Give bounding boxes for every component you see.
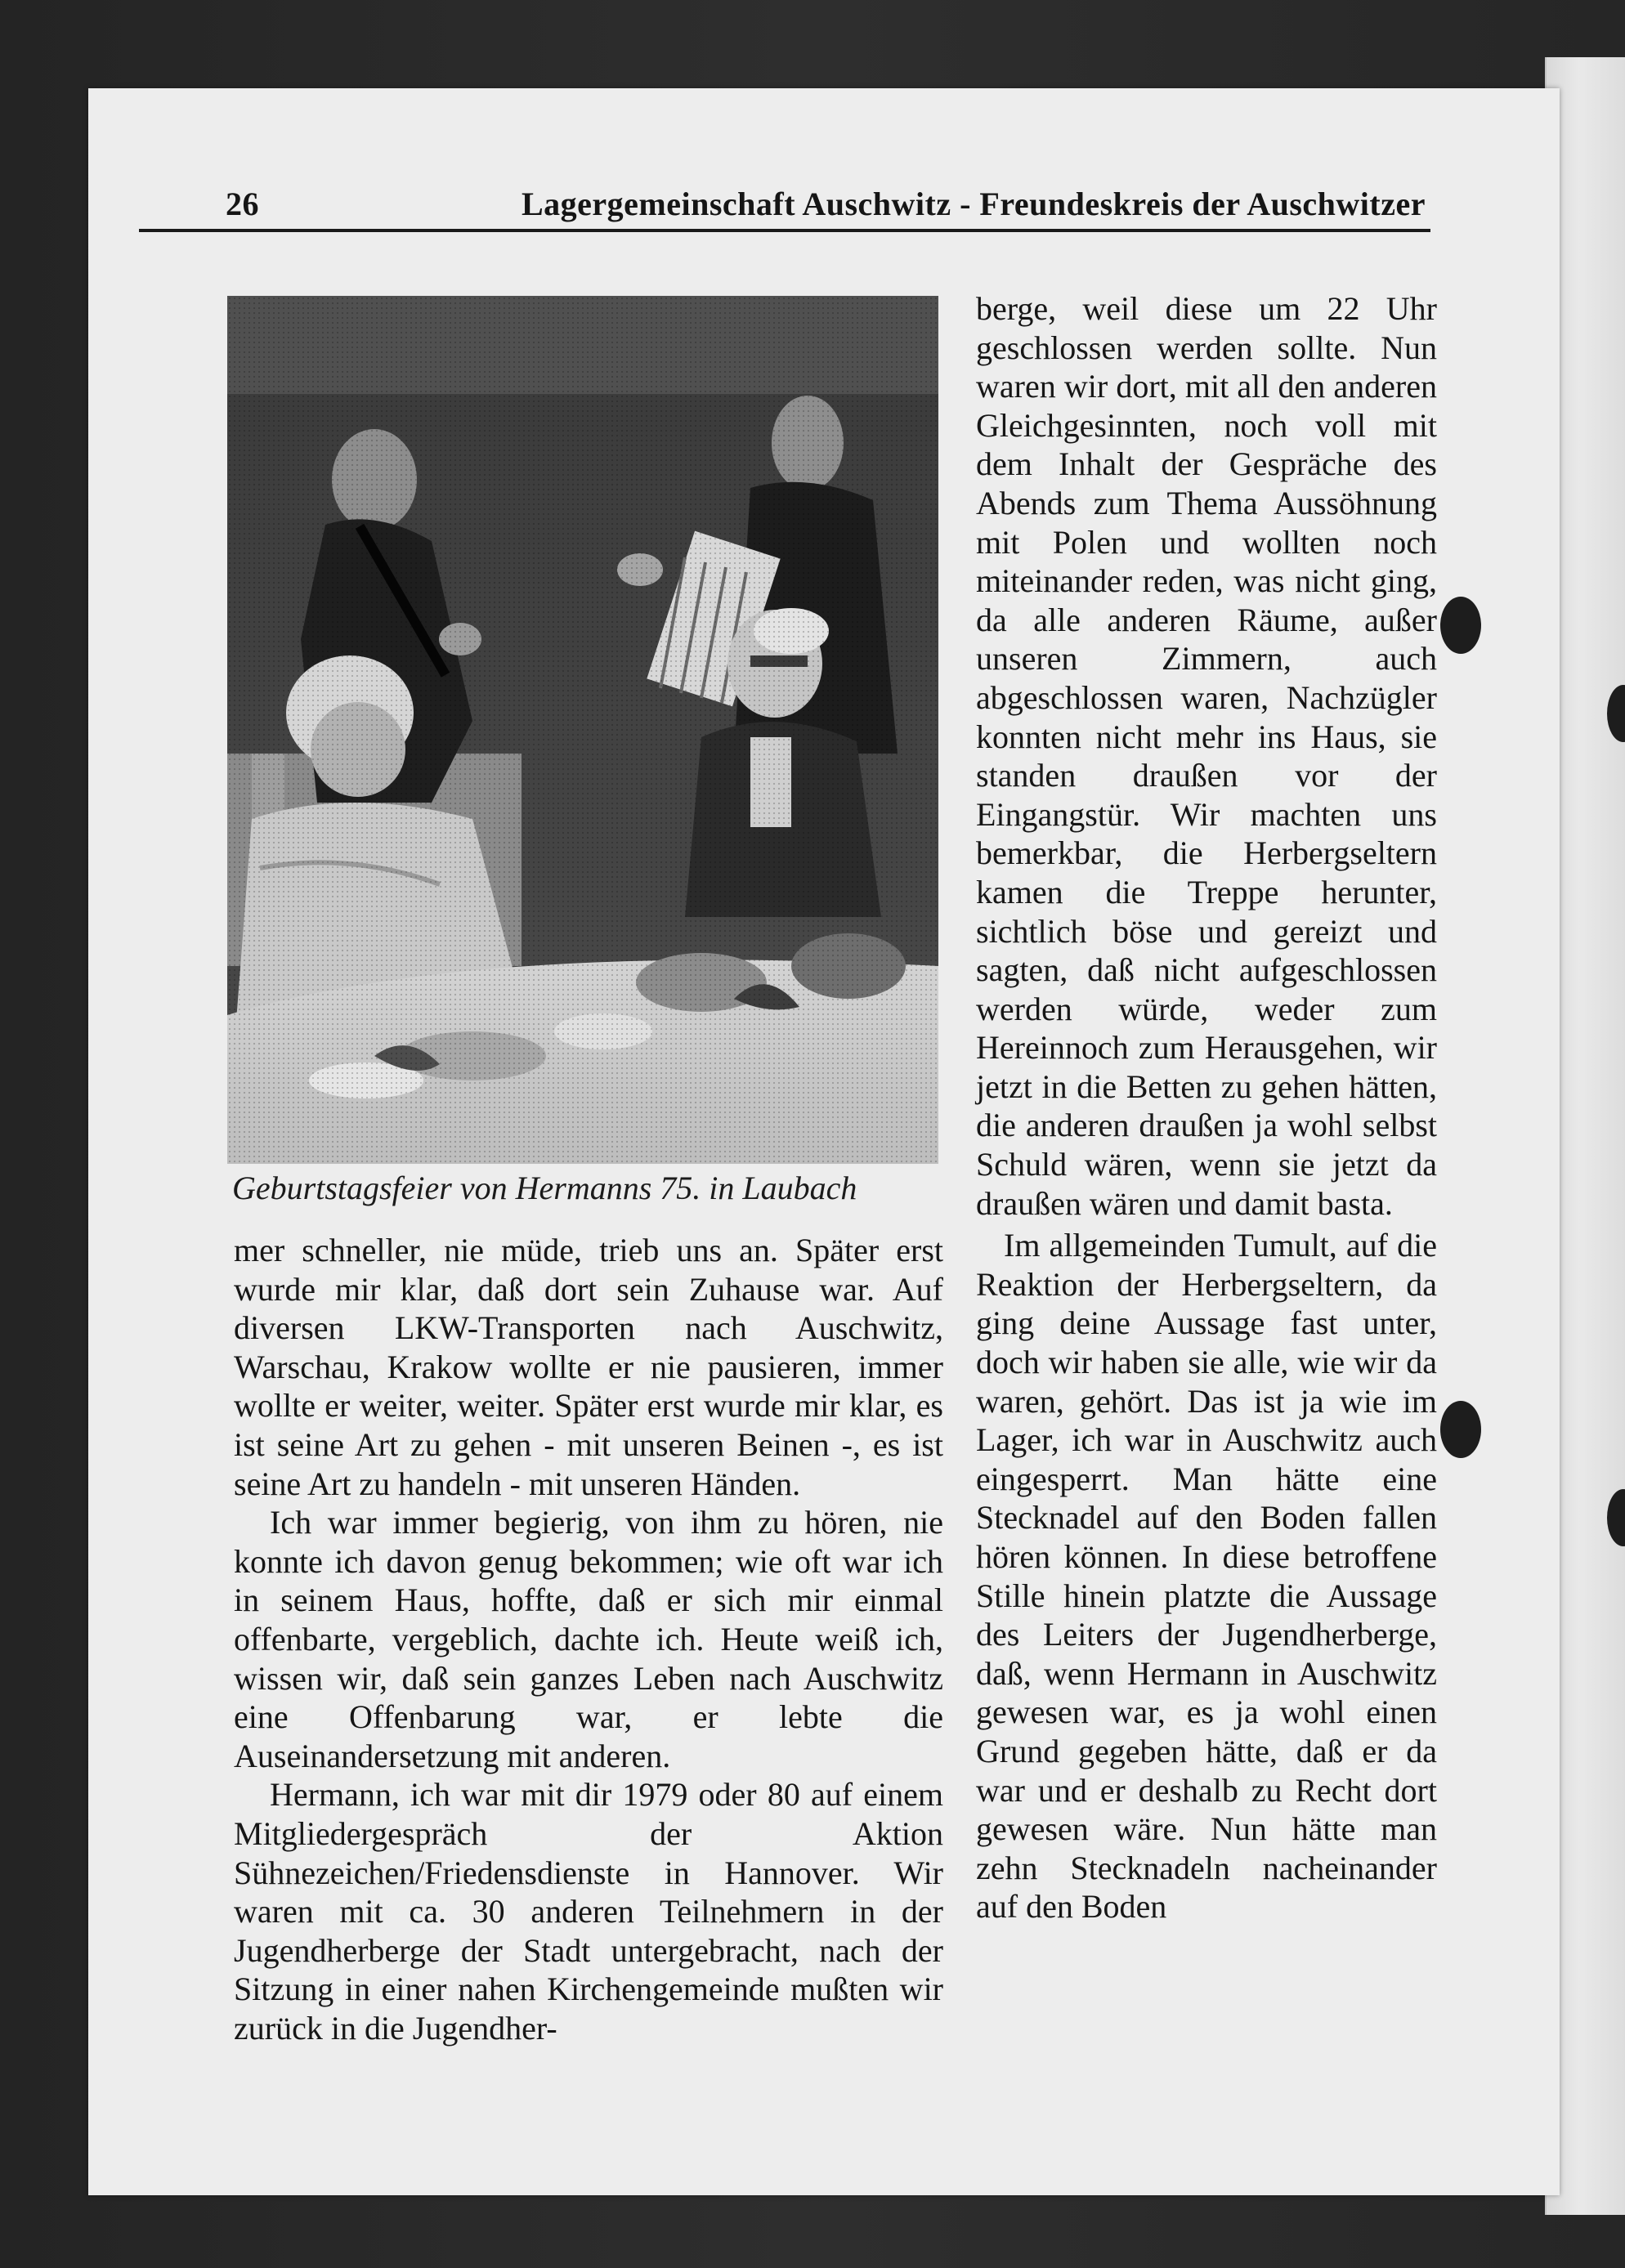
punch-hole xyxy=(1440,1401,1481,1458)
running-title: Lagergemeinschaft Auschwitz - Freundeskreis der Auschwitzer xyxy=(521,186,1426,222)
paragraph: Hermann, ich war mit dir 1979 oder 80 auf einem Mitgliedergespräch der Aktion Sühnezeichen/Friedensdienste in Hannover. Wir waren mit ca. 30 anderen Teilnehmern in der Jugendherberge der Stadt untergebracht, nach der Sitzung in einer nahen Kirchengemeinde mußten wir zurück in die Jugendher- xyxy=(234,1776,943,2047)
paragraph: Im allgemeinden Tumult, auf die Reaktion der Herbergseltern, da ging deine Aussage fast unter, doch wir haben sie alle, wie wir da waren, gehört. Das ist ja wie im Lager, ich war in Auschwitz auch eingesperrt. Man hätte eine Stecknadel auf den Boden fallen hören können. In diese betroffene Stille hinein platzte die Aussage des Leiters der Jugendherberge, daß, wenn Hermann in Auschwitz gewesen war, es ja wohl einen Grund gegeben hätte, daß er da war und er deshalb zu Recht dort gewesen wäre. Nun hätte man zehn Stecknadeln nacheinander auf den Boden xyxy=(976,1227,1437,1926)
running-header xyxy=(139,178,1430,232)
page-number: 26 xyxy=(226,186,259,222)
punch-hole xyxy=(1440,597,1481,654)
photo-caption: Geburtstagsfeier von Hermanns 75. in Laubach xyxy=(232,1170,857,1206)
right-column-text xyxy=(976,289,1437,1926)
paragraph: berge, weil diese um 22 Uhr geschlossen werden sollte. Nun waren wir dort, mit all den anderen Gleichgesinnten, noch voll mit dem Inhalt der Gespräche des Abends zum Thema Aussöhnung mit Polen und wollten noch miteinander reden, was nicht ging, da alle anderen Räume, außer unseren Zimmern, auch abgeschlossen waren, Nachzügler konnten nicht mehr ins Haus, sie standen draußen vor der Eingangstür. Wir machten uns bemerkbar, die Herbergseltern kamen die Treppe herunter, sichtlich böse und gereizt und sagten, daß nicht aufgeschlossen werden würde, weder zum Hereinnoch zum Herausgehen, wir jetzt in die Betten zu gehen hätten, die anderen draußen ja wohl selbst Schuld wären, wenn sie jetzt da draußen wären und damit basta. xyxy=(976,290,1437,1222)
left-column-text xyxy=(234,1231,943,2047)
birthday-party-photo xyxy=(227,296,938,1164)
paragraph: Ich war immer begierig, von ihm zu hören, nie konnte ich davon genug bekommen; wie oft war ich in seinem Haus, hoffte, daß er sich mir einmal offenbarte, vergeblich, dachte ich. Heute weiß ich, wissen wir, daß sein ganzes Leben nach Auschwitz eine Offenbarung war, er lebte die Auseinandersetzung mit anderen. xyxy=(234,1504,943,1774)
paragraph: mer schneller, nie müde, trieb uns an. Später erst wurde mir klar, daß dort sein Zuhause war. Auf diversen LKW-Transporten nach Auschwitz, Warschau, Krakow wollte er nie pausieren, immer wollte er weiter, weiter. Später erst wurde mir klar, es ist seine Art zu gehen - mit unseren Beinen -, es ist seine Art zu handeln - mit unseren Händen. xyxy=(234,1232,943,1502)
